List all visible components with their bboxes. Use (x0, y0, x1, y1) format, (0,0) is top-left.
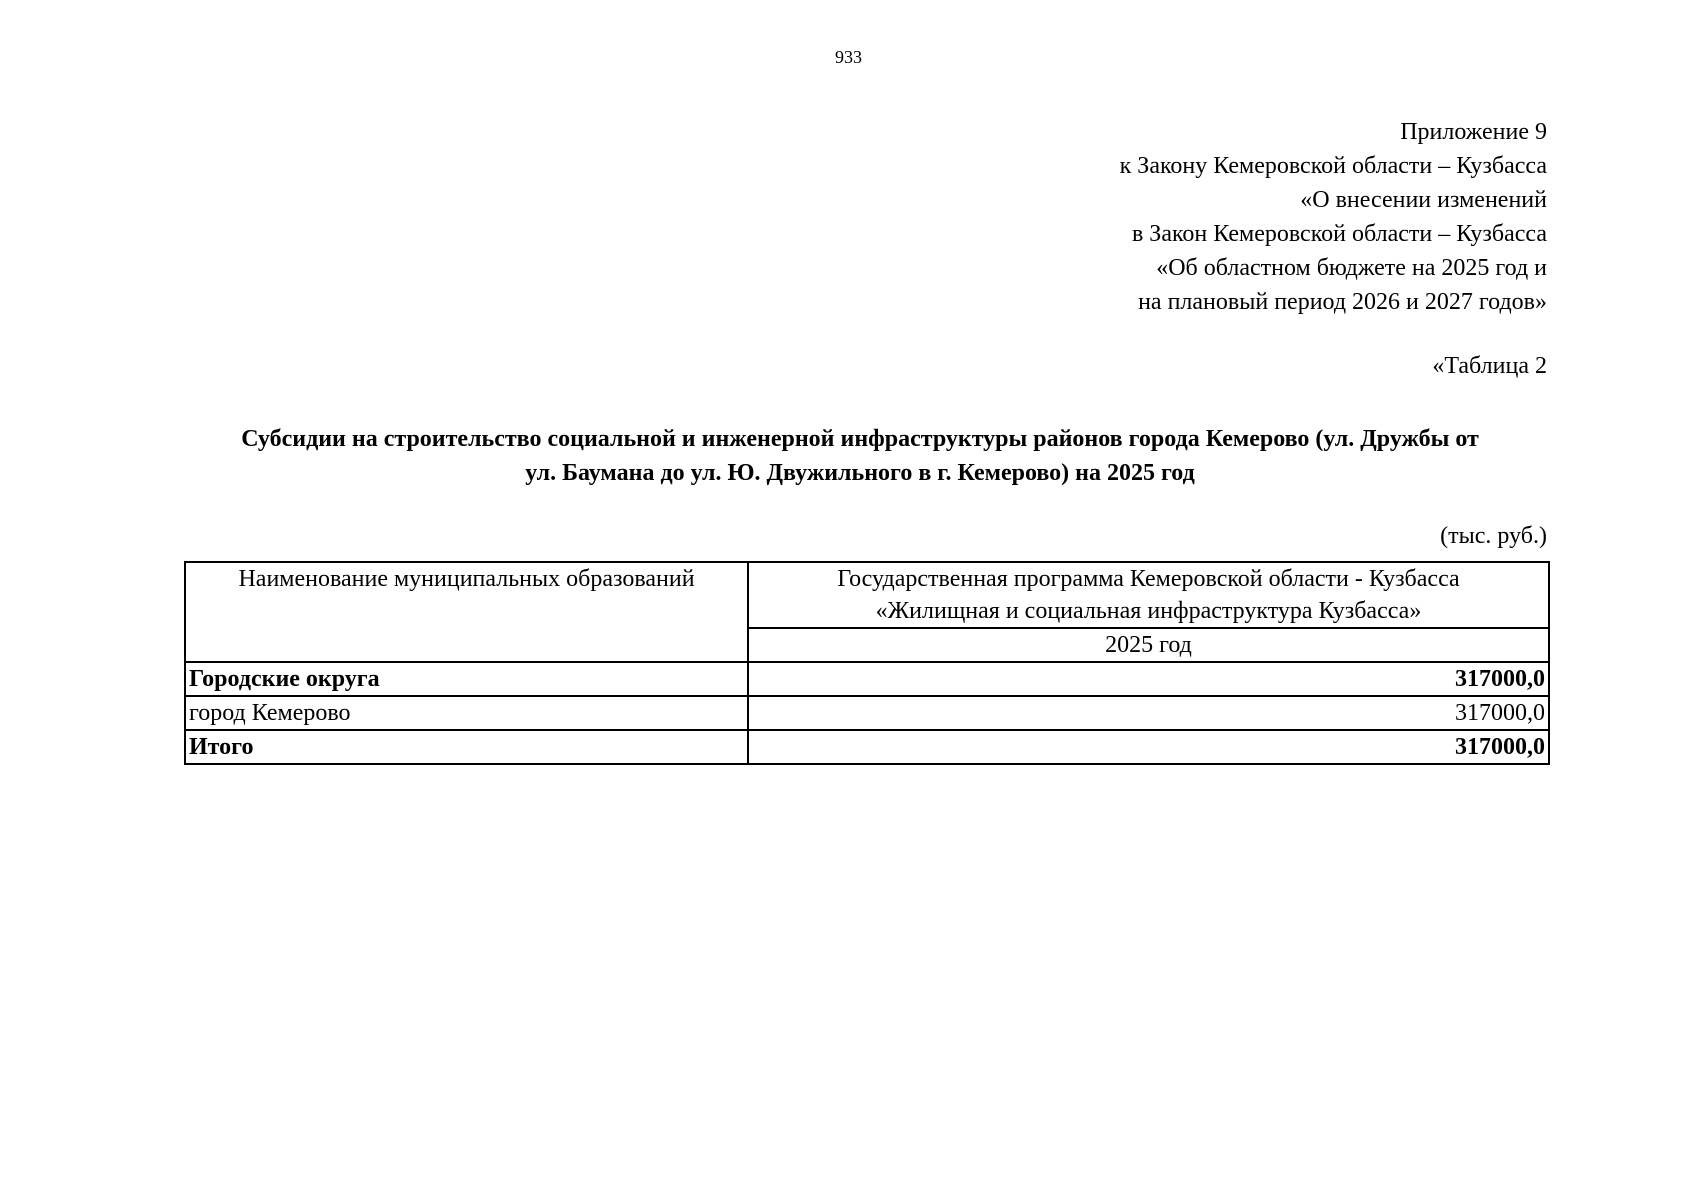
units-label: (тыс. руб.) (1440, 523, 1547, 549)
appendix-line: Приложение 9 (1400, 119, 1547, 145)
header-program-line-2: «Жилищная и социальная инфраструктура Кузбасса» (875, 598, 1422, 624)
appendix-line: к Закону Кемеровской области – Кузбасса (1119, 153, 1547, 179)
appendix-line: в Закон Кемеровской области – Кузбасса (1131, 221, 1547, 247)
row-name: Городские округа (185, 662, 748, 696)
title-line-1: Субсидии на строительство социальной и инженерной инфраструктуры районов города Кемерово (ул. Дружбы от (241, 426, 1479, 452)
table-row (185, 730, 1549, 764)
table-row (185, 696, 1549, 730)
header-year: 2025 год (748, 628, 1549, 662)
appendix-line: «Об областном бюджете на 2025 год и (1156, 255, 1547, 281)
header-municipality: Наименование муниципальных образований (185, 562, 748, 662)
document-title (170, 422, 1550, 490)
row-value: 317000,0 (748, 662, 1549, 696)
subsidy-table (184, 561, 1550, 765)
table-label: «Таблица 2 (1432, 353, 1547, 379)
table-row (185, 662, 1549, 696)
row-name: город Кемерово (185, 696, 748, 730)
appendix-line: «О внесении изменений (1300, 187, 1547, 213)
appendix-line: на плановый период 2026 и 2027 годов» (1138, 289, 1547, 315)
row-value: 317000,0 (748, 730, 1549, 764)
header-program-line-1: Государственная программа Кемеровской области - Кузбасса (837, 566, 1460, 592)
page-number: 933 (835, 47, 862, 67)
header-program (748, 562, 1549, 628)
row-value: 317000,0 (748, 696, 1549, 730)
row-name: Итого (185, 730, 748, 764)
title-line-2: ул. Баумана до ул. Ю. Двужильного в г. Кемерово) на 2025 год (525, 460, 1195, 486)
appendix-header (847, 115, 1547, 319)
